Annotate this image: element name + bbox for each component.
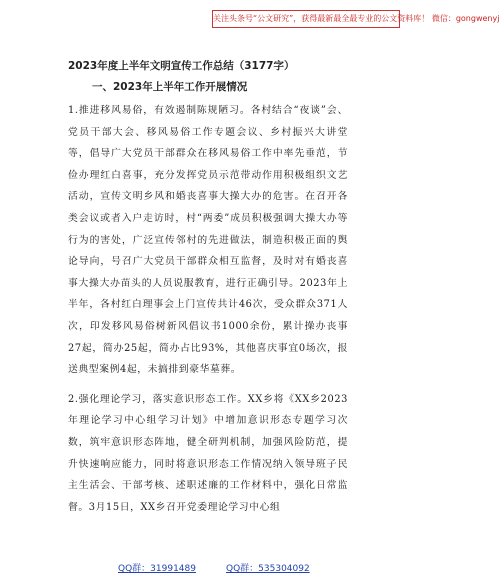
section-heading: 一、2023年上半年工作开展情况 (92, 81, 248, 93)
paragraph-1: 1.推进移风易俗，有效遏制陈规陋习。各村结合“夜谈”会、党员干部大会、移风易俗工作专题会议、乡村振兴大讲堂等，倡导广大党员干部群众在移风易俗工作中率先垂范，节俭办理红白喜事，充分发挥党员示范带动作用积极组织文艺活动，宣传文明乡风和婚丧喜事大操大办的危害。在召开各类会议或者入户走访时，村“两委”成员积极强调大操大办等行为的害处，广泛宣传邻村的先进做法，制造积极正面的舆论导向，号召广大党员干部群众相互监督，及时对有婚丧喜事大操大办苗头的人员说服教育，进行正确引导。2023年上半年，各村红白理事会上门宣传共计46次，受众群众371人次，印发移风易俗树新风倡议书1000余份，累计操办丧事27起，简办25起，简办占比93%，其他喜庆事宜0场次，报送典型案例4起，未搞排到豪华墓葬。 (68, 105, 348, 376)
qq-group-link-right[interactable]: QQ群：535304092 (226, 564, 310, 574)
qq-group-link-left[interactable]: QQ群：31991489 (118, 564, 196, 574)
document-page (0, 40, 408, 518)
promo-banner: 关注头条号“公文研究”，获得最新最全最专业的公文资料库！ 微信：gongwenyj (212, 10, 400, 28)
footer (0, 561, 408, 575)
document-title: 2023年度上半年文明宣传工作总结（3177字） (68, 60, 295, 72)
paragraph-2: 2.强化理论学习，落实意识形态工作。XX乡将《XX乡2023年理论学习中心组学习计划》中增加意识形态专题学习次数，筑牢意识形态阵地，健全研判机制，加强风险防范，提升快速响应能力，同时将意识形态工作情况纳入领导班子民主生活会、干部考核、述职述廉的工作材料中，强化日常监督。3月15日，XX乡召开党委理论学习中心组 (68, 393, 348, 513)
